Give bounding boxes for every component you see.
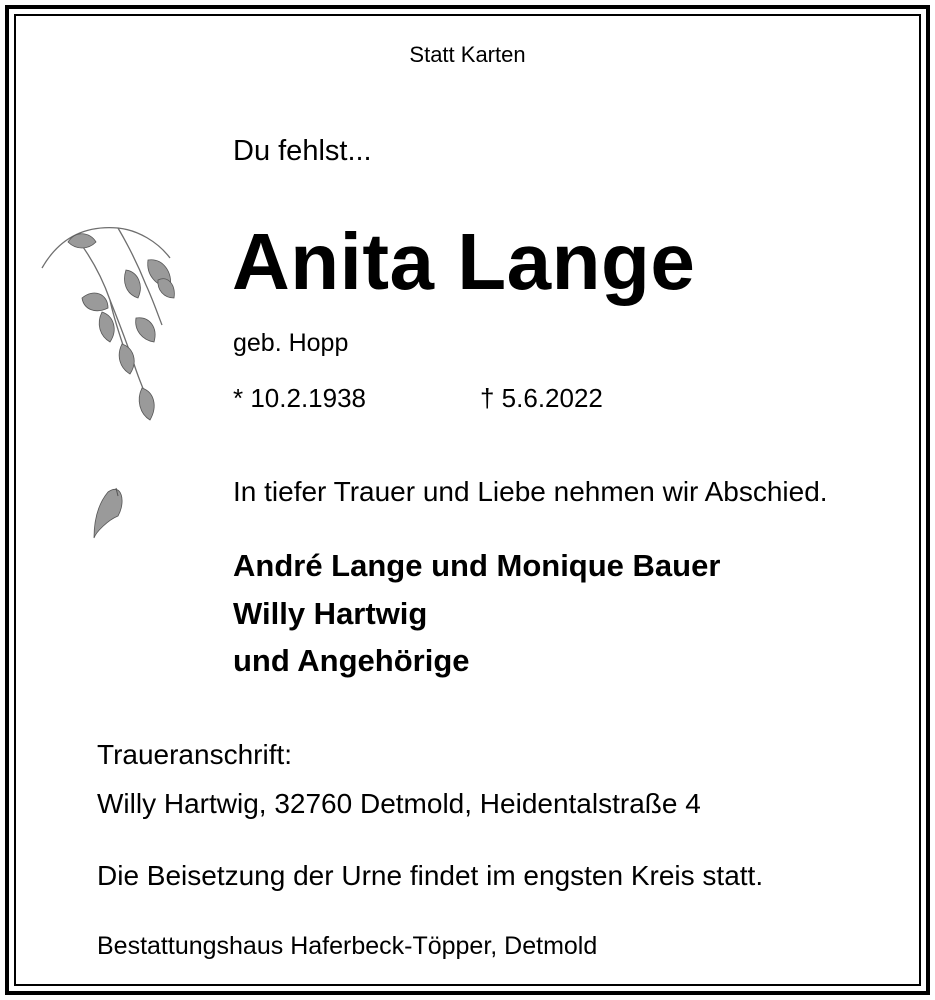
death-date: † 5.6.2022	[480, 383, 603, 413]
farewell-text: In tiefer Trauer und Liebe nehmen wir Abschied.	[233, 476, 828, 507]
intro-text: Du fehlst...	[233, 135, 372, 167]
deceased-name: Anita Lange	[232, 217, 696, 306]
birth-date: * 10.2.1938	[233, 383, 367, 413]
burial-note: Die Beisetzung der Urne findet im engsten Kreis statt.	[97, 860, 764, 891]
header-statt-karten: Statt Karten	[409, 42, 526, 67]
birch-branch-icon	[38, 220, 183, 540]
maiden-name: geb. Hopp	[233, 329, 349, 357]
address: Willy Hartwig, 32760 Detmold, Heidentalstraße 4	[97, 788, 701, 819]
funeral-home: Bestattungshaus Haferbeck-Töpper, Detmold	[97, 932, 598, 960]
address-label: Traueranschrift:	[97, 739, 293, 770]
family-line: André Lange und Monique Bauer	[233, 548, 721, 583]
family-line: und Angehörige	[233, 643, 470, 678]
family-line: Willy Hartwig	[233, 596, 428, 631]
